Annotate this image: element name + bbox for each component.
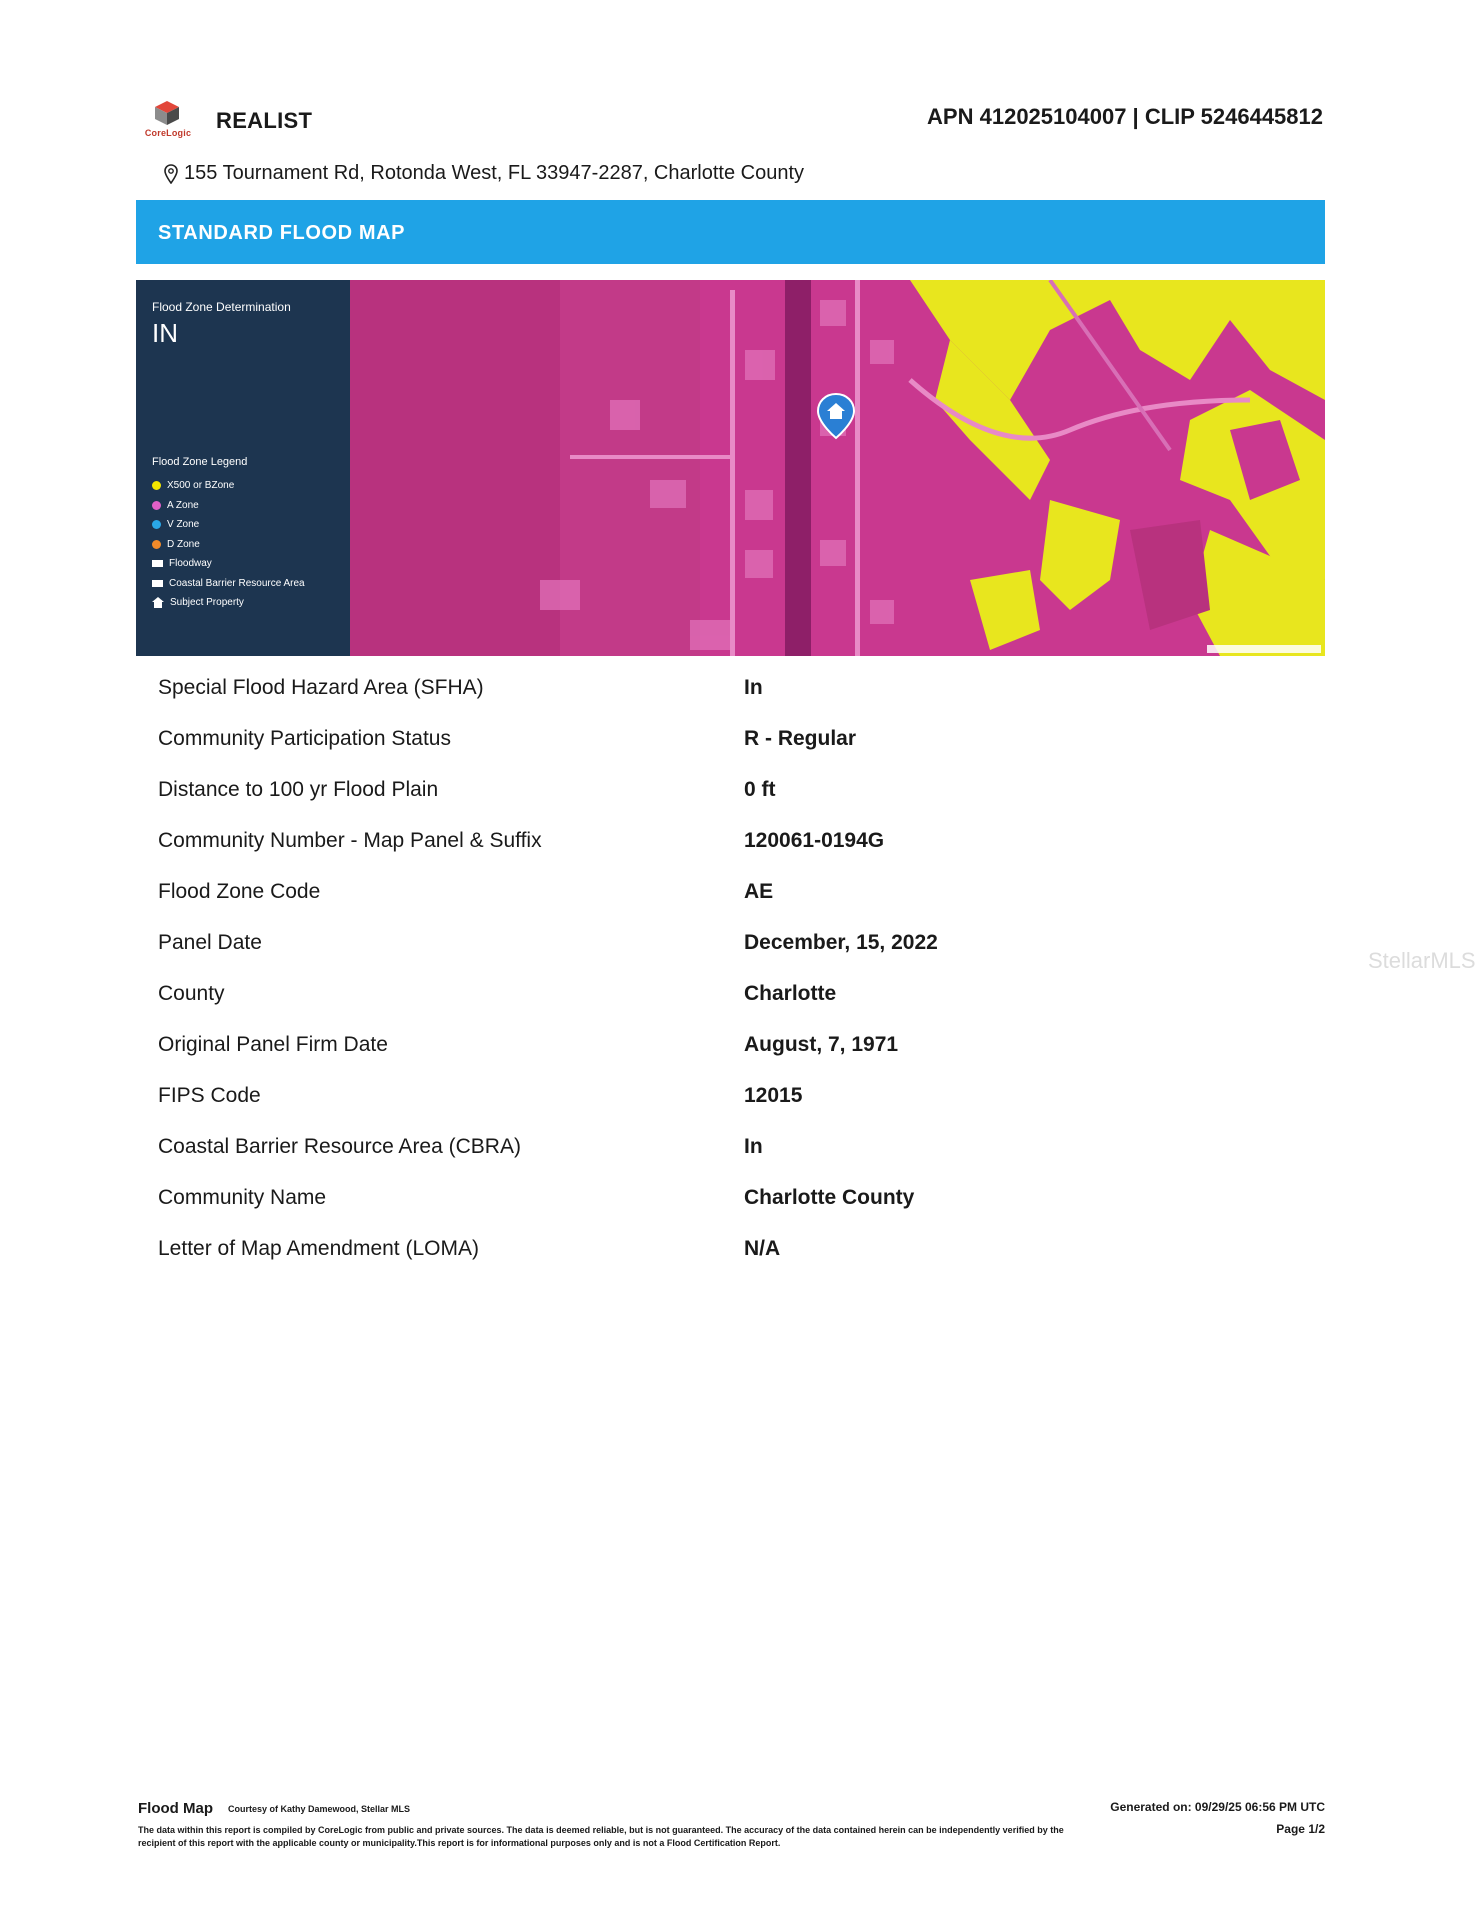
- parcel-ids: APN 412025104007 | CLIP 5246445812: [927, 104, 1323, 129]
- generated-timestamp: Generated on: 09/29/25 06:56 PM UTC: [1110, 1800, 1325, 1814]
- detail-value: 0 ft: [744, 778, 776, 801]
- house-icon: [152, 597, 164, 608]
- legend-label: X500 or BZone: [167, 480, 235, 492]
- legend-label: D Zone: [167, 538, 200, 550]
- legend-item-floodway: [152, 554, 305, 574]
- detail-row: [158, 931, 1298, 971]
- detail-value: R - Regular: [744, 727, 857, 750]
- detail-value: AE: [744, 880, 774, 903]
- aerial-flood-zone-map[interactable]: [350, 280, 1325, 656]
- detail-label: FIPS Code: [158, 1084, 261, 1107]
- legend-label: V Zone: [167, 519, 200, 531]
- pink-dot-icon: [152, 501, 161, 510]
- legend-title: Flood Zone Legend: [152, 456, 248, 468]
- detail-label: County: [158, 982, 225, 1005]
- detail-value: N/A: [744, 1237, 781, 1260]
- cube-logo-icon: [154, 100, 180, 126]
- legend-list: [152, 476, 305, 613]
- legend-label: Floodway: [169, 558, 212, 570]
- determination-label: Flood Zone Determination: [152, 300, 291, 314]
- mls-watermark: StellarMLS: [1368, 948, 1476, 973]
- detail-label: Community Participation Status: [158, 727, 451, 750]
- detail-row: [158, 676, 1298, 716]
- map-attribution: [1207, 645, 1321, 653]
- legend-label: Subject Property: [170, 597, 244, 609]
- detail-value: In: [744, 1135, 763, 1158]
- detail-value: Charlotte County: [744, 1186, 915, 1209]
- detail-row: [158, 1186, 1298, 1226]
- detail-value: 12015: [744, 1084, 803, 1107]
- legend-item-a-zone: [152, 496, 305, 516]
- page-number: Page 1/2: [1276, 1822, 1325, 1836]
- detail-row: [158, 829, 1298, 869]
- property-address: [164, 162, 804, 185]
- detail-label: Special Flood Hazard Area (SFHA): [158, 676, 484, 699]
- detail-row: [158, 880, 1298, 920]
- corelogic-logo: [140, 96, 196, 144]
- detail-row: [158, 727, 1298, 767]
- footer-disclaimer: The data within this report is compiled by CoreLogic from public and private sources. The data is deemed reliable, but is not guaranteed. The accuracy of the data contained herein can be independently verified by the recipient of this report with the applicable county or municipality.This report is for informational purposes only and is not a Flood Certification Report.: [138, 1825, 1064, 1848]
- detail-value: August, 7, 1971: [744, 1033, 899, 1056]
- detail-label: Letter of Map Amendment (LOMA): [158, 1237, 479, 1260]
- determination-value: IN: [152, 318, 178, 348]
- detail-label: Original Panel Firm Date: [158, 1033, 388, 1056]
- legend-label: A Zone: [167, 499, 199, 511]
- detail-label: Distance to 100 yr Flood Plain: [158, 778, 439, 801]
- detail-label: Flood Zone Code: [158, 880, 321, 903]
- brand-name: REALIST: [216, 108, 313, 133]
- flood-map: [136, 280, 1325, 656]
- footer-title: Flood Map: [138, 1800, 213, 1817]
- detail-value: Charlotte: [744, 982, 837, 1005]
- detail-label: Panel Date: [158, 931, 262, 954]
- detail-row: [158, 1135, 1298, 1175]
- orange-dot-icon: [152, 540, 161, 549]
- detail-row: [158, 982, 1298, 1022]
- detail-label: Coastal Barrier Resource Area (CBRA): [158, 1135, 521, 1158]
- blue-dot-icon: [152, 520, 161, 529]
- legend-label: Coastal Barrier Resource Area: [169, 577, 305, 589]
- legend-item-cbra: [152, 574, 305, 594]
- detail-value: In: [744, 676, 763, 699]
- detail-value: December, 15, 2022: [744, 931, 938, 954]
- legend-item-v-zone: [152, 515, 305, 535]
- legend-item-d-zone: [152, 535, 305, 555]
- detail-row: [158, 1237, 1298, 1277]
- logo-wordmark: CoreLogic: [144, 128, 192, 138]
- white-square-icon: [152, 560, 163, 567]
- yellow-dot-icon: [152, 481, 161, 490]
- detail-label: Community Number - Map Panel & Suffix: [158, 829, 542, 852]
- section-banner: [136, 200, 1325, 264]
- section-title: STANDARD FLOOD MAP: [158, 222, 406, 244]
- detail-label: Community Name: [158, 1186, 327, 1209]
- location-pin-icon: [164, 164, 178, 184]
- legend-item-subject: [152, 593, 305, 613]
- detail-row: [158, 778, 1298, 818]
- address-text: 155 Tournament Rd, Rotonda West, FL 33947-2287, Charlotte County: [184, 162, 805, 184]
- legend-item-x500: [152, 476, 305, 496]
- white-square-icon: [152, 580, 163, 587]
- map-legend-panel: [136, 280, 350, 656]
- footer-courtesy: Courtesy of Kathy Damewood, Stellar MLS: [228, 1804, 411, 1814]
- detail-value: 120061-0194G: [744, 829, 885, 852]
- detail-row: [158, 1084, 1298, 1124]
- detail-row: [158, 1033, 1298, 1073]
